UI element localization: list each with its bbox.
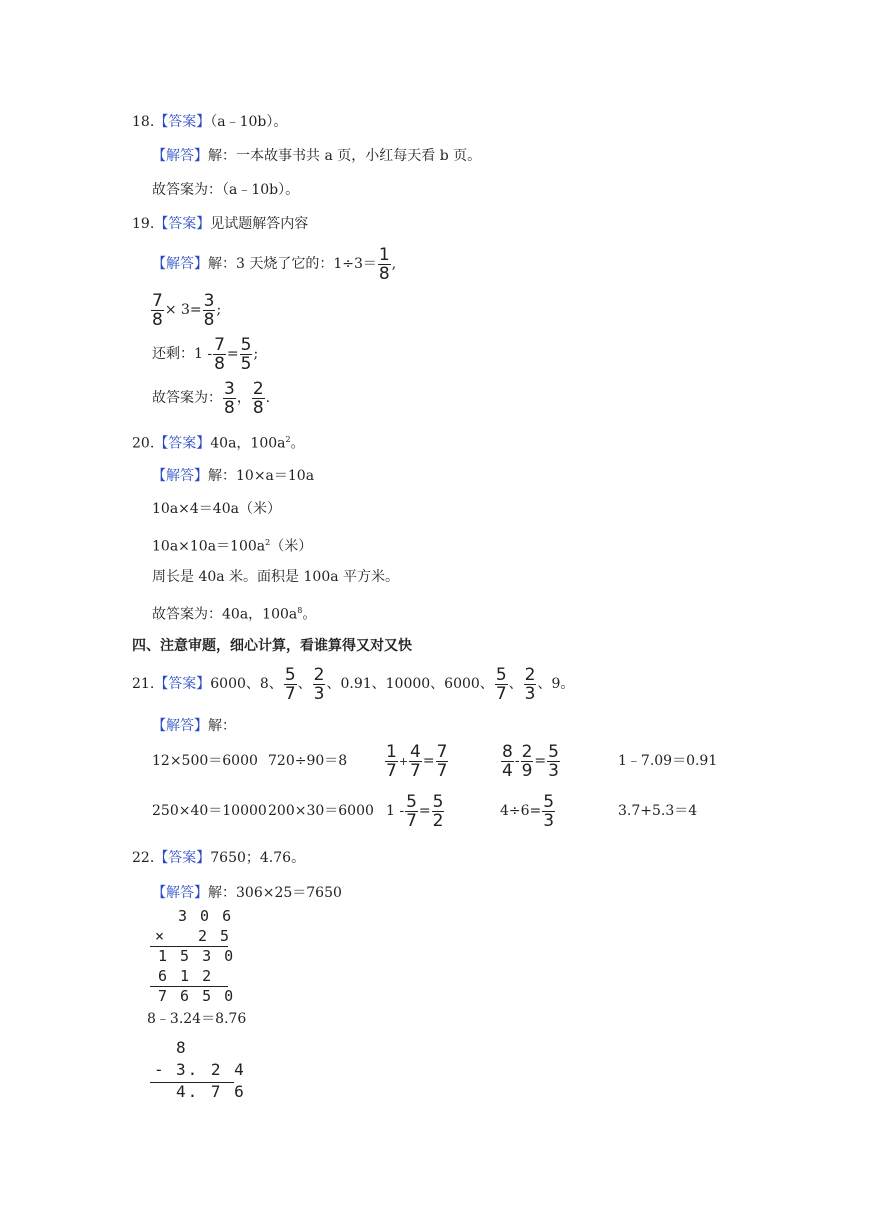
q19-answer-line xyxy=(132,214,308,234)
section-title: 四、注意审题，细心计算，看谁算得又对又快 xyxy=(132,638,412,654)
calc-cell: $\frac{8}{4}$ - $\frac{2}{9}$ = $\frac{5}{3}$ xyxy=(502,741,559,781)
calc-cell: 4÷6= $\frac{5}{3}$ xyxy=(500,791,555,831)
calc-cell: $\frac{1}{7}$ + $\frac{4}{7}$ = $\frac{7}{7}$ xyxy=(386,741,448,781)
solution-tag: 【解答】 xyxy=(152,885,208,901)
answer-text: 7650；4.76。 xyxy=(210,850,306,866)
question-number: 22. xyxy=(132,850,155,866)
question-number: 18. xyxy=(132,114,155,130)
question-number: 19. xyxy=(132,216,155,232)
fraction: $\frac{3}{8}$ xyxy=(203,290,215,330)
calc-cell: 1 - $\frac{5}{7}$ = $\frac{5}{2}$ xyxy=(386,791,444,831)
calc-cell: 3.7+5.3＝4 xyxy=(618,803,698,819)
answer-text: 见试题解答内容 xyxy=(210,216,309,232)
answer-tag: 【答案】 xyxy=(154,850,211,866)
fraction: $\frac{1}{8}$ xyxy=(378,244,390,284)
subtraction-equation: 8﹣3.24＝8.76 xyxy=(147,1011,247,1027)
q19-conclusion: 故答案为： $\frac{3}{8}$ ， $\frac{2}{8}$ . xyxy=(152,378,271,418)
fraction: $\frac{4}{7}$ xyxy=(410,741,421,781)
answer-tag: 【答案】 xyxy=(154,114,211,130)
solution-text: 解：一本故事书共 a 页，小红每天看 b 页。 xyxy=(208,148,482,164)
fraction: $\frac{7}{8}$ xyxy=(152,290,163,330)
fraction: $\frac{2}{3}$ xyxy=(313,664,325,704)
q18-solution-line xyxy=(152,146,481,166)
solution-text: 解：3 天烧了它的：1÷3＝ xyxy=(208,256,377,272)
question-number: 21. xyxy=(132,676,155,692)
answer-tag: 【答案】 xyxy=(154,216,211,232)
fraction: $\frac{3}{8}$ xyxy=(224,378,235,418)
q20-answer-line: 20.【答案】40a，$100a^2$。 xyxy=(132,435,305,452)
fraction: $\frac{2}{9}$ xyxy=(521,741,533,781)
fraction: $\frac{5}{7}$ xyxy=(406,791,417,831)
q22-answer-line xyxy=(132,848,305,868)
q21-answer-line: 21.【答案】6000、8、 $\frac{5}{7}$ 、 $\frac{2}{3}$ 、0.91、10000、6000、 $\frac{5}{7}$ 、 $\frac{2}{3}$ 、9。 xyxy=(132,664,575,704)
solution-tag: 【解答】 xyxy=(152,256,208,272)
solution-tag: 【解答】 xyxy=(152,148,208,164)
solution-text: 解： xyxy=(208,718,236,734)
answer-tag: 【答案】 xyxy=(154,435,211,452)
q18-answer-line xyxy=(132,112,287,132)
calc-cell: 720÷90＝8 xyxy=(268,753,348,769)
q22-solution-line xyxy=(152,883,342,903)
solution-tag: 【解答】 xyxy=(152,718,208,734)
calc-cell: 1﹣7.09＝0.91 xyxy=(618,753,718,769)
q20-solution-line xyxy=(152,466,314,486)
fraction: $\frac{8}{4}$ xyxy=(502,741,513,781)
q20-conclusion: 故答案为：40a，$100a^8$。 xyxy=(152,606,317,623)
fraction: $\frac{5}{3}$ xyxy=(543,791,555,831)
q20-line4: 周长是 40a 米。面积是 100a 平方米。 xyxy=(152,569,400,585)
fraction: $\frac{5}{7}$ xyxy=(284,664,296,704)
q19-line3: 还剩：1 - $\frac{7}{8}$ = $\frac{5}{5}$ ; xyxy=(152,334,259,374)
q19-solution-line: 【解答】解：3 天烧了它的：1÷3＝ $\frac{1}{8}$ , xyxy=(152,244,397,284)
fraction: $\frac{5}{3}$ xyxy=(548,741,559,781)
solution-text: 解：10×a＝10a xyxy=(208,468,315,484)
q20-line2: 10a×4＝40a（米） xyxy=(152,501,281,517)
q19-line2: $\frac{7}{8}$ × 3= $\frac{3}{8}$ ; xyxy=(152,290,222,330)
fraction: $\frac{7}{7}$ xyxy=(436,741,448,781)
fraction: $\frac{2}{8}$ xyxy=(252,378,264,418)
solution-tag: 【解答】 xyxy=(152,468,208,484)
calc-cell: 12×500＝6000 xyxy=(152,753,258,769)
fraction: $\frac{5}{5}$ xyxy=(240,334,252,374)
answer-tag: 【答案】 xyxy=(154,676,211,692)
q18-conclusion: 故答案为：（a﹣10b）。 xyxy=(152,182,300,198)
solution-text: 解：306×25＝7650 xyxy=(208,885,342,901)
fraction: $\frac{5}{2}$ xyxy=(432,791,444,831)
question-number: 20. xyxy=(132,435,155,452)
fraction: $\frac{2}{3}$ xyxy=(524,664,536,704)
q21-solution-line xyxy=(152,716,236,736)
q20-line3: $10a\times 10a=100a^2$（米） xyxy=(152,538,313,555)
calc-cell: 200×30＝6000 xyxy=(268,803,374,819)
fraction: $\frac{7}{8}$ xyxy=(214,334,225,374)
calc-cell: 250×40＝10000 xyxy=(152,803,267,819)
fraction: $\frac{1}{7}$ xyxy=(386,741,397,781)
fraction: $\frac{5}{7}$ xyxy=(495,664,507,704)
answer-text: （a﹣10b）。 xyxy=(210,114,288,130)
